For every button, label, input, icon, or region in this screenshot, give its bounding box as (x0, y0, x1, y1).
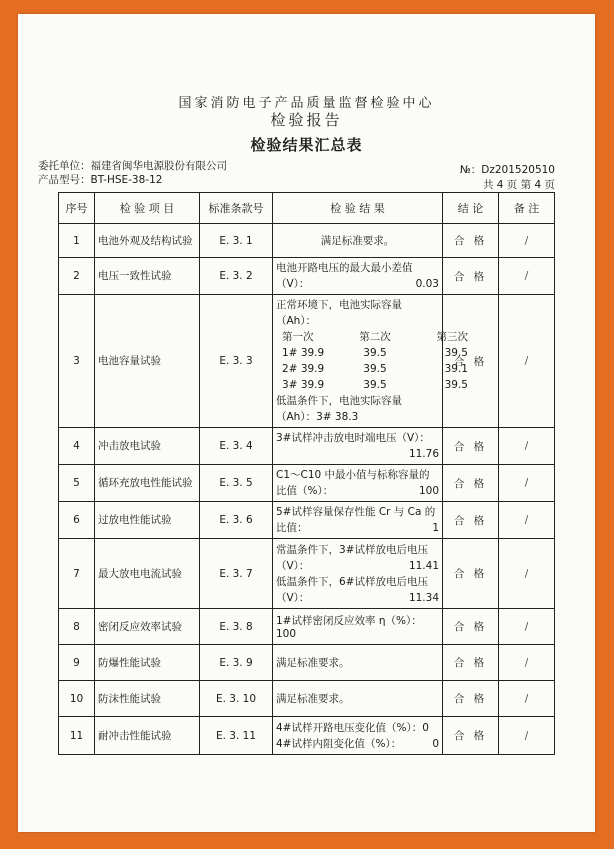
row-conclusion: 合 格 (443, 465, 499, 502)
table-row (59, 224, 555, 258)
row-result (273, 224, 443, 258)
report-number: №：Dz201520510 (459, 164, 555, 176)
row-result (273, 681, 443, 717)
row-note: / (499, 681, 555, 717)
capacity-cell: 2# 39.9 (282, 363, 325, 375)
row-no: 10 (59, 681, 95, 717)
row-conclusion: 合 格 (443, 295, 499, 428)
capacity-cell: 39.5 (363, 347, 387, 359)
model-label: 产品型号： (38, 174, 91, 186)
result-value: 11.41 (408, 559, 439, 572)
result-text: 常温条件下，3#试样放电后电压 (276, 543, 428, 556)
row-note: / (499, 717, 555, 755)
capacity-cell: 1# 39.9 (282, 347, 325, 359)
row-no: 5 (59, 465, 95, 502)
results-table (58, 192, 555, 755)
capacity-grid (276, 345, 468, 393)
row-item: 过放电性能试验 (95, 502, 200, 539)
row-result (273, 258, 443, 295)
summary-title: 检验结果汇总表 (250, 136, 363, 154)
row-conclusion: 合 格 (443, 681, 499, 717)
table-row (59, 295, 555, 428)
result-value: 0 (432, 737, 439, 750)
row-note: / (499, 645, 555, 681)
capacity-cell: 39.5 (444, 347, 468, 359)
row-clause: E. 3. 7 (200, 539, 273, 609)
result-text: 满足标准要求。 (276, 693, 350, 705)
table-row (59, 609, 555, 645)
row-item: 循环充放电性能试验 (95, 465, 200, 502)
row-item: 密闭反应效率试验 (95, 609, 200, 645)
row-note: / (499, 258, 555, 295)
result-text: 电池开路电压的最大最小差值 (276, 262, 413, 274)
row-result (273, 295, 468, 428)
header-clause: 标准条款号 (200, 193, 273, 224)
row-item: 最大放电电流试验 (95, 539, 200, 609)
row-conclusion: 合 格 (443, 258, 499, 295)
row-no: 6 (59, 502, 95, 539)
capacity-cell: 39.1 (444, 363, 468, 375)
capacity-cell: 39.5 (363, 363, 387, 375)
row-clause: E. 3. 4 (200, 428, 273, 465)
client-label: 委托单位： (38, 160, 91, 172)
row-no: 8 (59, 609, 95, 645)
result-text: 4#试样内阻变化值（%）： (276, 737, 402, 750)
table-row (59, 539, 555, 609)
capacity-cell: 39.5 (363, 379, 387, 391)
row-item: 电压一致性试验 (95, 258, 200, 295)
result-text: （Ah）：3# 38.3 (276, 411, 359, 423)
row-item: 电池容量试验 (95, 295, 200, 428)
row-conclusion: 合 格 (443, 645, 499, 681)
row-note: / (499, 502, 555, 539)
row-clause: E. 3. 6 (200, 502, 273, 539)
result-value: 100 (418, 485, 439, 497)
row-clause: E. 3. 9 (200, 645, 273, 681)
row-item: 电池外观及结构试验 (95, 224, 200, 258)
report-page (18, 14, 595, 832)
capacity-cell: 3# 39.9 (282, 379, 325, 391)
row-conclusion: 合 格 (443, 539, 499, 609)
capacity-col: 第一次 (282, 331, 314, 343)
row-note: / (499, 609, 555, 645)
capacity-col: 第二次 (359, 331, 391, 343)
row-clause: E. 3. 10 (200, 681, 273, 717)
organization-name: 国家消防电子产品质量监督检验中心 (178, 96, 435, 111)
table-header-row (59, 193, 555, 224)
table-row (59, 258, 555, 295)
row-no: 1 (59, 224, 95, 258)
capacity-cell: 39.5 (444, 379, 468, 391)
row-result (273, 609, 443, 645)
result-value: 1 (432, 522, 439, 534)
row-result (273, 465, 443, 502)
table-row (59, 428, 555, 465)
result-text: C1～C10 中最小值与标称容量的 (276, 469, 430, 481)
result-value: 11.76 (408, 448, 439, 460)
header-item: 检 验 项 目 (95, 193, 200, 224)
row-conclusion: 合 格 (443, 609, 499, 645)
header-no: 序号 (59, 193, 95, 224)
result-text: （V）： (276, 278, 310, 290)
row-clause: E. 3. 5 (200, 465, 273, 502)
row-clause: E. 3. 1 (200, 224, 273, 258)
row-result (273, 717, 443, 755)
result-text: （V）： (276, 591, 310, 604)
row-no: 11 (59, 717, 95, 755)
table-row (59, 465, 555, 502)
result-text: 4#试样开路电压变化值（%）：0 (276, 721, 429, 734)
result-value: 11.34 (408, 591, 439, 604)
row-item: 耐冲击性能试验 (95, 717, 200, 755)
table-row (59, 717, 555, 755)
table-row (59, 681, 555, 717)
row-clause: E. 3. 3 (200, 295, 273, 428)
row-no: 9 (59, 645, 95, 681)
header-note: 备 注 (499, 193, 555, 224)
table-row (59, 502, 555, 539)
row-result (273, 502, 443, 539)
row-note: / (499, 428, 555, 465)
capacity-col: 第三次 (436, 331, 468, 343)
row-conclusion: 合 格 (443, 717, 499, 755)
result-text: 低温条件下，电池实际容量 (276, 395, 402, 407)
row-clause: E. 3. 11 (200, 717, 273, 755)
result-text: 1#试样密闭反应效率 η（%）：100 (276, 615, 422, 640)
capacity-header (276, 329, 468, 345)
row-result (273, 539, 443, 609)
page-info: 共 4 页 第 4 页 (482, 179, 555, 191)
result-text: 比值： (276, 522, 308, 534)
row-clause: E. 3. 2 (200, 258, 273, 295)
result-value: 0.03 (415, 278, 439, 290)
report-title: 检验报告 (270, 111, 343, 129)
row-conclusion: 合 格 (443, 224, 499, 258)
row-no: 2 (59, 258, 95, 295)
result-text: （V）： (276, 559, 310, 572)
row-no: 4 (59, 428, 95, 465)
row-no: 3 (59, 295, 95, 428)
row-no: 7 (59, 539, 95, 609)
result-text: 3#试样冲击放电时端电压（V）： (276, 432, 430, 444)
row-item: 防沫性能试验 (95, 681, 200, 717)
result-text: 正常环境下，电池实际容量（Ah）： (276, 299, 402, 327)
row-result (273, 645, 443, 681)
model-value: BT-HSE-38-12 (90, 174, 163, 186)
result-text: 5#试样容量保存性能 Cr 与 Ca 的 (276, 506, 436, 518)
row-note: / (499, 539, 555, 609)
model-line (38, 172, 162, 187)
row-note: / (499, 224, 555, 258)
row-note: / (499, 465, 555, 502)
row-note: / (499, 295, 555, 428)
row-item: 冲击放电试验 (95, 428, 200, 465)
row-conclusion: 合 格 (443, 428, 499, 465)
result-text: 满足标准要求。 (276, 657, 350, 669)
row-conclusion: 合 格 (443, 502, 499, 539)
result-text: 比值（%）： (276, 485, 334, 497)
client-value: 福建省闽华电源股份有限公司 (90, 160, 227, 172)
row-item: 防爆性能试验 (95, 645, 200, 681)
client-line (38, 158, 227, 173)
row-result (273, 428, 443, 465)
table-row (59, 645, 555, 681)
header-result: 检 验 结 果 (273, 193, 443, 224)
result-text: 满足标准要求。 (320, 235, 395, 247)
result-text: 低温条件下，6#试样放电后电压 (276, 575, 428, 588)
header-conclusion: 结 论 (443, 193, 499, 224)
row-clause: E. 3. 8 (200, 609, 273, 645)
